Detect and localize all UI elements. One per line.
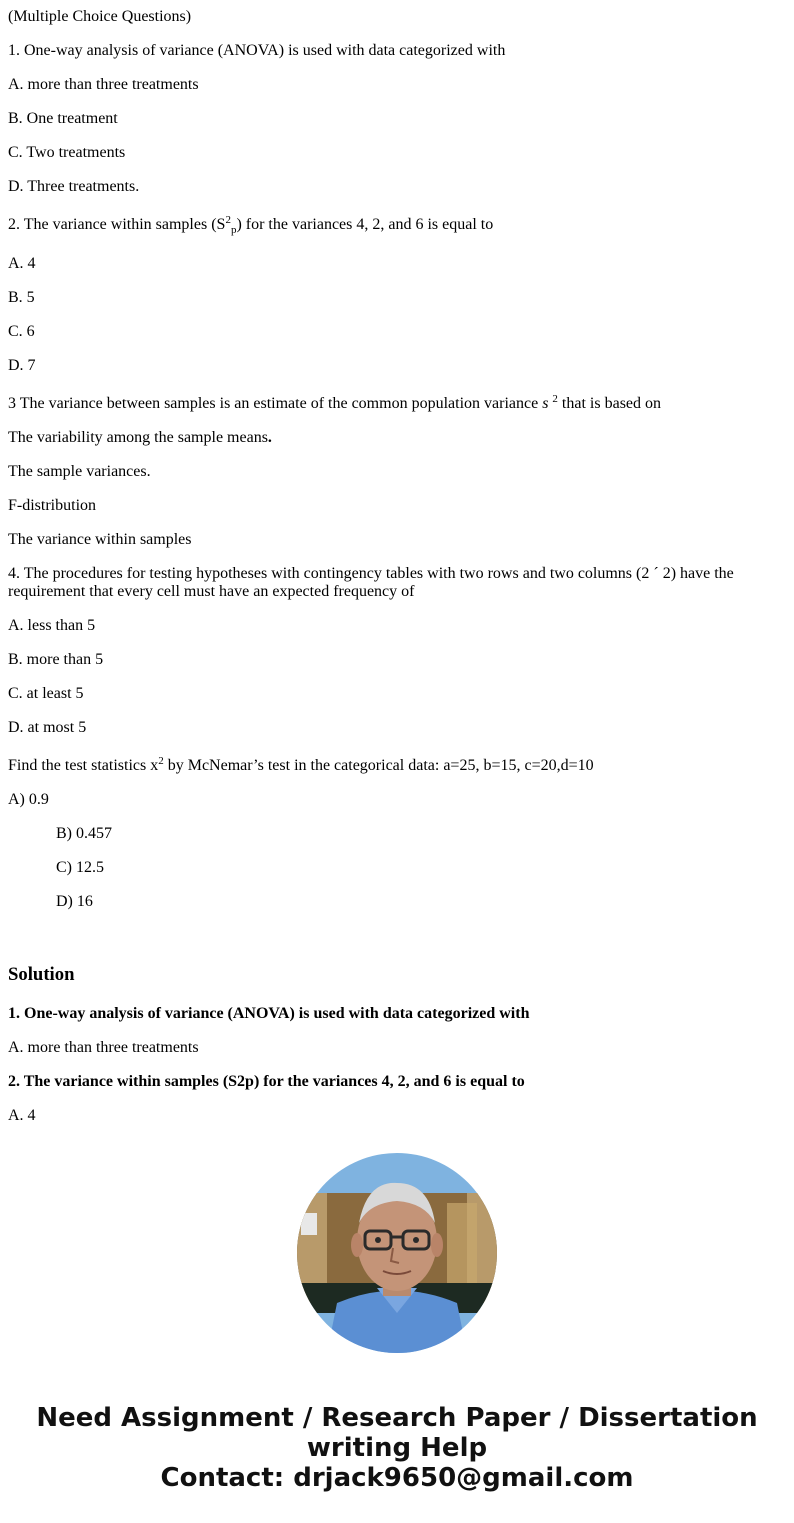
solution-q2-heading: 2. The variance within samples (S2p) for the variances 4, 2, and 6 is equal to: [8, 1073, 525, 1090]
intro-heading: (Multiple Choice Questions): [8, 8, 192, 25]
footer-line-1: Need Assignment / Research Paper / Dissertation: [36, 1403, 758, 1433]
q1-option-c: C. Two treatments: [8, 144, 126, 161]
q5-option-b: B) 0.457: [56, 825, 112, 842]
q2-option-a: A. 4: [8, 255, 36, 272]
q5-option-a: A) 0.9: [8, 791, 49, 808]
solution-q1-heading: 1. One-way analysis of variance (ANOVA) is used with data categorized with: [8, 1005, 530, 1022]
solution-q1-answer: A. more than three treatments: [8, 1039, 199, 1056]
q1-option-d: D. Three treatments.: [8, 178, 140, 195]
q2-option-c: C. 6: [8, 323, 35, 340]
q5-question: Find the test statistics $x^2$ by McNemar’s test in the categorical data: a=25, b=15, c=20,d=10: [8, 755, 594, 774]
author-portrait-image: [297, 1153, 497, 1353]
q4-question: 4. The procedures for testing hypotheses with contingency tables with two rows and two columns (2 ´ 2) have the requirement that every cell must have an expected frequency of: [8, 565, 734, 600]
solution-title: Solution: [8, 964, 75, 985]
q2-option-b: B. 5: [8, 289, 35, 306]
q4-option-c: C. at least 5: [8, 685, 84, 702]
q4-option-d: D. at most 5: [8, 719, 87, 736]
q5-option-c: C) 12.5: [56, 859, 104, 876]
q3-option-4: The variance within samples: [8, 531, 192, 548]
q3-option-1: The variability among the sample means.: [8, 429, 272, 446]
q2-option-d: D. 7: [8, 357, 36, 374]
footer-banner: [0, 1403, 794, 1493]
q3-option-3: F-distribution: [8, 497, 97, 514]
q3-option-2: The sample variances.: [8, 463, 151, 480]
q5-option-d: D) 16: [56, 893, 93, 910]
q3-question: 3 The variance between samples is an estimate of the common population variance s $^2$ that is based on: [8, 393, 662, 412]
q1-question: 1. One-way analysis of variance (ANOVA) is used with data categorized with: [8, 42, 506, 59]
author-avatar: [297, 1153, 497, 1353]
q4-option-a: A. less than 5: [8, 617, 96, 634]
q4-option-b: B. more than 5: [8, 651, 104, 668]
q1-option-b: B. One treatment: [8, 110, 118, 127]
solution-q2-answer: A. 4: [8, 1107, 36, 1124]
footer-line-2: writing Help: [306, 1433, 488, 1463]
q1-option-a: A. more than three treatments: [8, 76, 199, 93]
footer-contact: Contact: drjack9650@gmail.com: [160, 1463, 634, 1493]
q2-question: 2. The variance within samples $(S^2_p)$ for the variances 4, 2, and 6 is equal to: [8, 214, 494, 236]
